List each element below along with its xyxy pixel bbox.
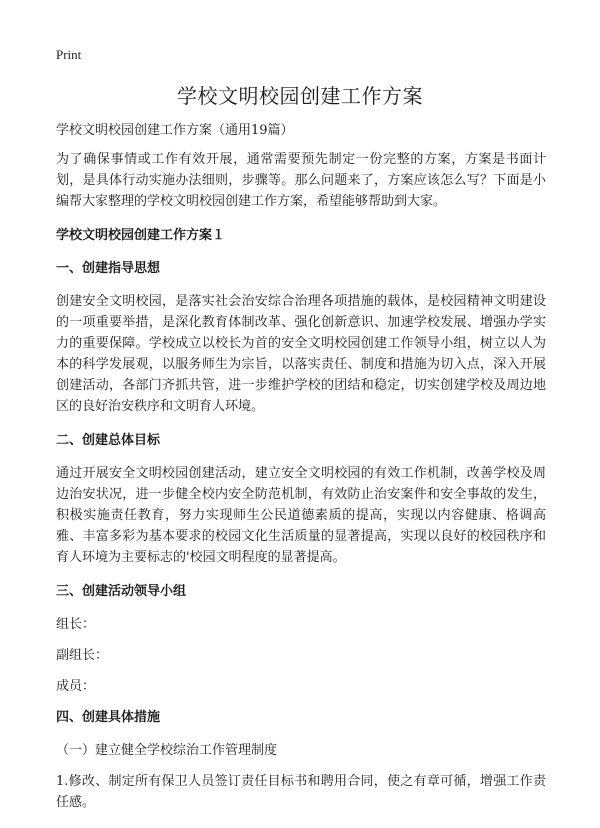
print-link[interactable]: Print xyxy=(56,47,82,62)
field-deputy-leader: 副组长： xyxy=(56,648,109,663)
section-heading-overall-goal: 二、创建总体目标 xyxy=(56,433,161,448)
section-heading-measures: 四、创建具体措施 xyxy=(56,710,161,725)
field-members: 成员： xyxy=(56,679,96,694)
field-group-leader: 组长： xyxy=(56,617,96,632)
section-heading-guiding-ideology: 一、创建指导思想 xyxy=(56,261,161,276)
section-body-guiding-ideology: 创建安全文明校园，是落实社会治安综合治理各项措施的载体，是校园精神文明建设的一项重要举措，是深化教育体制改革、强化创新意识、加速学校发展、增强办学实力的重要保障。学校成立以校长为首的安全文明校园创建工作领导小组，树立以人为本的科学发展观，以服务师生为宗旨，以落实责任、制度和措施为切入点，深入开展创建活动，各部门齐抓共管，进一步维护学校的团结和稳定，切实创建学校及周边地区的良好治安秩序和文明育人环境。 xyxy=(56,294,546,414)
measures-item-1: 1.修改、制定所有保卫人员签订责任目标书和聘用合同，使之有章可循，增强工作责任感。 xyxy=(56,774,546,810)
plan-heading: 学校文明校园创建工作方案１ xyxy=(56,228,226,243)
document-content xyxy=(56,120,546,826)
section-heading-leadership-group: 三、创建活动领导小组 xyxy=(56,584,187,599)
section-body-overall-goal: 通过开展安全文明校园创建活动，建立安全文明校园的有效工作机制，改善学校及周边治安状况，进一步健全校内安全防范机制，有效防止治安案件和安全事故的发生，积极实施责任教育，努力实现师生公民道德素质的提高，实现以内容健康、格调高雅、丰富多彩为基本要求的校园文化生活质量的显著提高，实现以良好的校园秩序和育人环境为主要标志的'校园文明程度的显著提高。 xyxy=(56,466,546,565)
measures-subheading: （一）建立健全学校综治工作管理制度 xyxy=(56,743,278,758)
document-subtitle: 学校文明校园创建工作方案（通用19篇） xyxy=(56,123,294,138)
intro-paragraph: 为了确保事情或工作有效开展，通常需要预先制定一份完整的方案，方案是书面计划，是具体行动实施办法细则，步骤等。那么问题来了，方案应该怎么写？下面是小编帮大家整理的学校文明校园创建工作方案，希望能够帮助到大家。 xyxy=(56,152,546,209)
document-title: 学校文明校园创建工作方案 xyxy=(177,84,423,108)
